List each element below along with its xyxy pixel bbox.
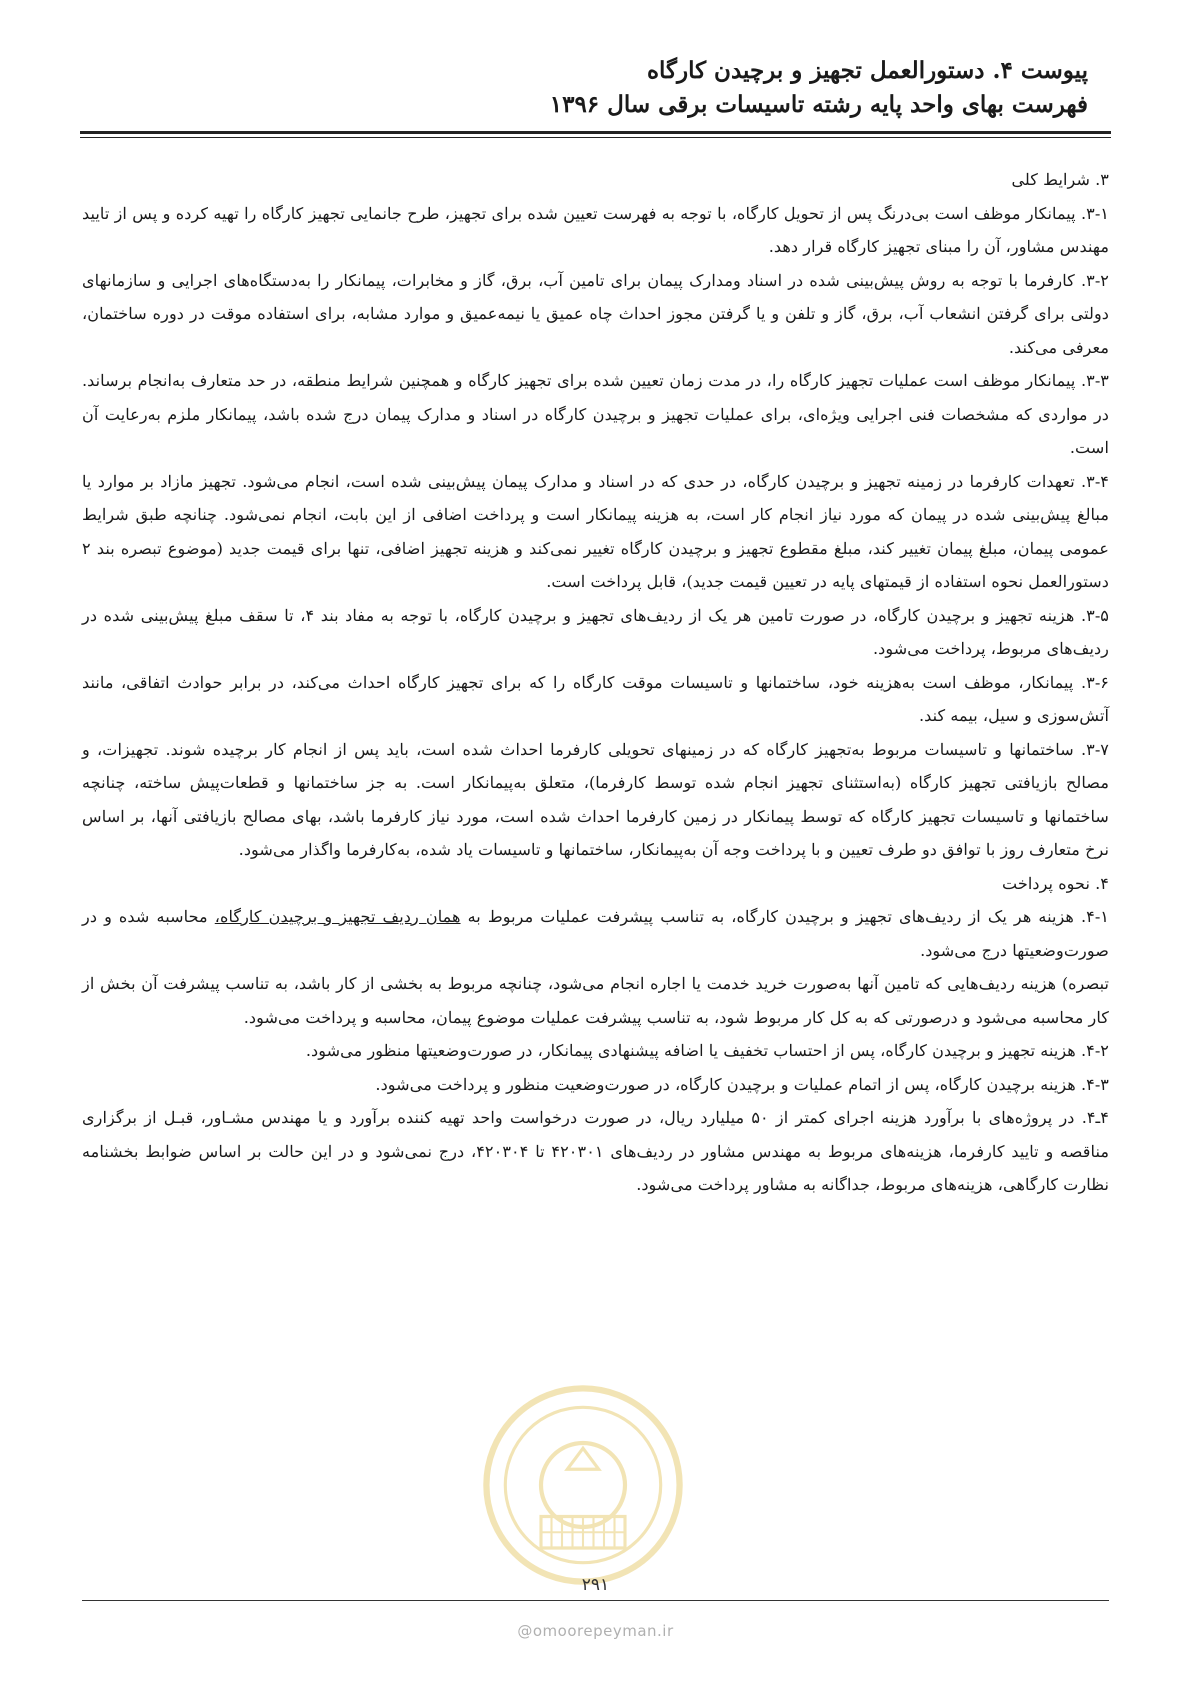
- header-title-line2: فهرست بهای واحد پایه رشته تاسیسات برقی سال ۱۳۹۶: [549, 91, 1088, 118]
- header-rule-thin: [80, 137, 1111, 138]
- paragraph-4-1-end: محاسبه شده و در صورت‌وضعیتها درج می‌شود.: [82, 907, 1109, 960]
- page-header: [103, 54, 1088, 122]
- paragraph-4-2: ۴-۲. هزینه تجهیز و برچیدن کارگاه، پس از احتساب تخفیف یا اضافه پیشنهادی پیمانکار، در صورت‌وضعیتها منظور می‌شود.: [305, 1041, 1109, 1060]
- header-rule-thick: [80, 131, 1111, 134]
- footer-site: @omoorepeyman.ir: [517, 1622, 674, 1640]
- document-body: [82, 163, 1109, 1494]
- paragraph-3-2: ۳-۲. کارفرما با توجه به روش پیش‌بینی شده در اسناد ومدارک پیمان برای تامین آب، برق، گاز و مخابرات، پیمانکار را به‌دستگاه‌های اجرایی و سازمانهای دولتی برای گرفتن انشعاب آب، برق، گاز و تلفن و یا گرفتن مجوز احداث چاه عمیق یا نیمه‌عمیق و موارد مشابه، برای استفاده موقت در دوره ساختمان، معرفی می‌کند.: [82, 270, 1109, 357]
- section4-heading: ۴. نحوه پرداخت: [1002, 873, 1109, 893]
- paragraph-4-1-underlined: همان ردیف تجهیز و برچیدن کارگاه،: [214, 907, 461, 926]
- paragraph-3-5: ۳-۵. هزینه تجهیز و برچیدن کارگاه، در صورت تامین هر یک از ردیف‌های تجهیز و برچیدن کارگاه، با توجه به مفاد بند ۴، تا سقف مبلغ پیش‌بینی شده در ردیف‌های مربوط، پرداخت می‌شود.: [82, 605, 1109, 658]
- paragraph-note: تبصره) هزینه ردیف‌هایی که تامین آنها به‌صورت خرید خدمت یا اجاره انجام می‌شود، چنانچه مربوط به بخشی از کار باشد، به تناسب پیشرفت آن بخش از کار محاسبه می‌شود و درصورتی که به کل کار مربوط شود، به تناسب پیشرفت عملیات موضوع پیمان، محاسبه و پرداخت می‌شود.: [82, 974, 1110, 1027]
- header-title-line1: پیوست ۴. دستورالعمل تجهیز و برچیدن کارگاه: [646, 57, 1088, 84]
- paragraph-4-3: ۴-۳. هزینه برچیدن کارگاه، پس از اتمام عملیات و برچیدن کارگاه، در صورت‌وضعیت منظور و پرداخت می‌شود.: [375, 1074, 1109, 1094]
- section3-heading: ۳. شرایط کلی: [1011, 170, 1109, 189]
- paragraph-4-4: ۴ـ۴. در پروژه‌های با برآورد هزینه اجرای کمتر از ۵۰ میلیارد ریال، در صورت درخواست واحد تهیه کننده برآورد و یا مهندس مشـاور، قبـل از برگزاری مناقصه و تایید کارفرما، هزینه‌های مربوط به مهندس مشاور در ردیف‌های ۴۲۰۳۰۱ تا ۴۲۰۳۰۴، درج نمی‌شود و در این حالت بر اساس ضوابط بخشنامه نظارت کارگاهی، هزینه‌های مربوط، جداگانه به مشاور پرداخت می‌شود.: [82, 1108, 1109, 1194]
- page-number: ۲۹۱: [581, 1575, 610, 1595]
- paragraph-4-1: [82, 900, 1109, 967]
- paragraph-3-1: ۳-۱. پیمانکار موظف است بی‌درنگ پس از تحویل کارگاه، با توجه به فهرست تعیین شده برای تجهیز، طرح جانمایی تجهیز کارگاه را تهیه کرده و پس از تایید مهندس مشاور، آن را مبنای تجهیز کارگاه قرار دهد.: [82, 203, 1109, 256]
- omoorepeyman-seal-icon: [478, 1380, 688, 1590]
- paragraph-4-1-start: ۴-۱. هزینه هر یک از ردیف‌های تجهیز و برچیدن کارگاه، به تناسب پیشرفت عملیات مربوط به: [460, 907, 1109, 926]
- paragraph-3-4: ۳-۴. تعهدات کارفرما در زمینه تجهیز و برچیدن کارگاه، در حدی که در اسناد و مدارک پیمان پیش‌بینی شده است، انجام می‌شود. تجهیز مازاد بر موارد یا مبالغ پیش‌بینی شده در پیمان که مورد نیاز انجام کار است، به هزینه پیمانکار است و پرداخت اضافی از این بابت، انجام نمی‌شود. چنانچه طبق شرایط عمومی پیمان، مبلغ پیمان تغییر کند، مبلغ مقطوع تجهیز و برچیدن کارگاه تغییر نمی‌کند و هزینه تجهیز اضافی، تنها برای قیمت جدید (موضوع تبصره بند ۲ دستورالعمل نحوه استفاده از قیمتهای پایه در تعیین قیمت جدید)، قابل پرداخت است.: [82, 471, 1109, 591]
- paragraph-3-7: ۳-۷. ساختمانها و تاسیسات مربوط به‌تجهیز کارگاه که در زمینهای تحویلی کارفرما احداث شده است، باید پس از انجام کار برچیده شوند. تجهیزات، و مصالح بازیافتی تجهیز کارگاه (به‌استثنای تجهیز انجام شده توسط کارفرما)، متعلق به‌پیمانکار است. به جز ساختمانها و قطعات‌پیش ساخته، چنانچه ساختمانها و تاسیسات تجهیز کارگاه که توسط پیمانکار در زمین کارفرما احداث شده است، مورد نیاز کارفرما باشد، بهای مصالح بازیافتی آنها، بر اساس نرخ متعارف روز با توافق دو طرف تعیین و با پرداخت وجه آن به‌پیمانکار، ساختمانها و تاسیسات یاد شده، به‌کارفرما واگذار می‌شود.: [82, 739, 1109, 859]
- paragraph-3-6: ۳-۶. پیمانکار، موظف است به‌هزینه خود، ساختمانها و تاسیسات موقت کارگاه را که برای تجهیز کارگاه احداث می‌کند، در برابر حوادث اتفاقی، مانند آتش‌سوزی و سیل، بیمه کند.: [82, 672, 1109, 725]
- footer-rule: [82, 1600, 1109, 1601]
- paragraph-3-3: ۳-۳. پیمانکار موظف است عملیات تجهیز کارگاه را، در مدت زمان تعیین شده برای تجهیز کارگاه و همچنین شرایط منطقه، در حد متعارف به‌انجام برساند. در مواردی که مشخصات فنی اجرایی ویژه‌ای، برای عملیات تجهیز و برچیدن کارگاه در اسناد و مدارک پیمان درج شده باشد، پیمانکار ملزم به‌رعایت آن است.: [82, 371, 1109, 457]
